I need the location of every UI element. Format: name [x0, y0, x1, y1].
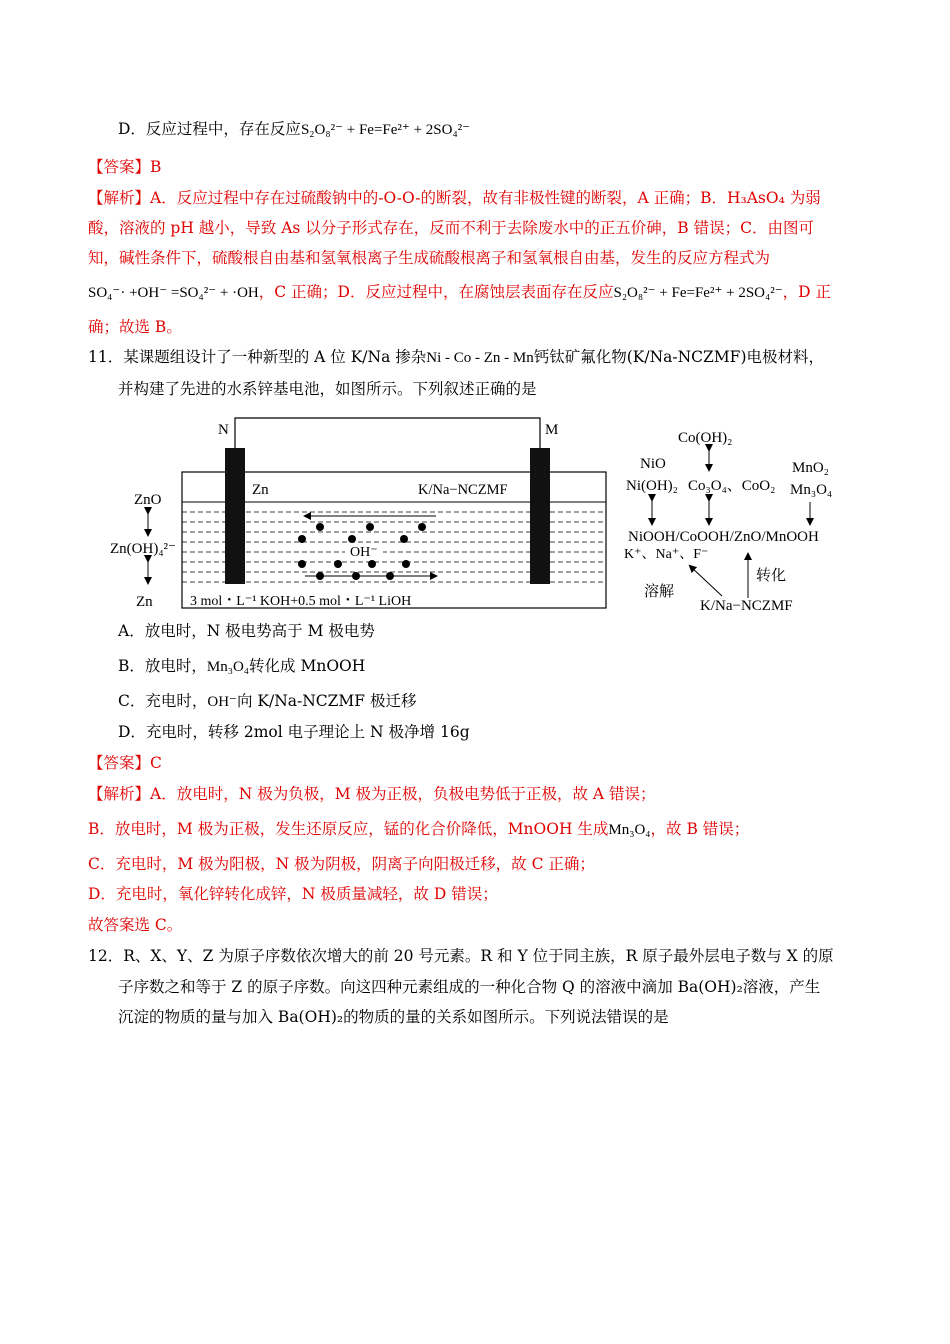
q11-analysis-a — [88, 783, 656, 805]
q11-battery-figure — [0, 410, 950, 620]
q11-stem-chem: Ni - Co - Zn - Mn — [426, 350, 534, 366]
q10-analysis-line-4 — [88, 281, 831, 304]
r-mn3o4: Mn₃O₄ — [790, 482, 833, 498]
q11-stem-text-1b: 钙钛矿氟化物(K/Na-NCZMF)电极材料， — [533, 348, 824, 366]
q11-analysis-d: D．充电时，氧化锌转化成锌，N 极质量减轻，故 D 错误； — [88, 885, 498, 903]
q11-option-b-text-1: B．放电时， — [118, 657, 207, 675]
q10-analysis-equation-2: S₂O₈²⁻ + Fe=Fe²⁺ + 2SO₄²⁻ — [613, 285, 783, 301]
q10-analysis-line-3: 知，碱性条件下，硫酸根自由基和氢氧根离子生成硫酸根离子和氢氧根自由基，发生的反应方程式为 — [88, 249, 771, 267]
ion-label: OH⁻ — [350, 545, 378, 560]
q10-analysis-line-1 — [88, 187, 821, 209]
q11-analysis-tag: 【解析】 — [88, 785, 151, 803]
q11-option-c — [118, 690, 416, 713]
q10-analysis-text-4a: ，C 正确；D．反应过程中，在腐蚀层表面存在反应 — [258, 283, 614, 301]
q10-answer: 【答案】B — [88, 158, 162, 176]
left-znoh4: Zn(OH)₄²⁻ — [110, 541, 176, 557]
q11-analysis-b-text-1: B．放电时，M 极为正极，发生还原反应，锰的化合价降低，MnOOH 生成 — [88, 820, 609, 838]
left-zn: Zn — [136, 594, 153, 610]
r-nioh2: Ni(OH)₂ — [626, 478, 678, 494]
q12-stem-line-2: 子序数之和等于 Z 的原子序数。向这四种元素组成的一种化合物 Q 的溶液中滴加 Ba(OH)₂溶液，产生 — [118, 978, 821, 996]
label-n: N — [218, 422, 229, 438]
q10-analysis-line-2: 酸，溶液的 pH 越小，导致 As 以分子形式存在，反而不利于去除废水中的正五价砷，B 错误；C．由图可 — [88, 219, 814, 237]
r-mno2: MnO₂ — [792, 460, 829, 476]
q11-option-c-text-1: C．充电时， — [118, 692, 208, 710]
q11-option-b-text-2: 转化成 MnOOH — [249, 657, 366, 675]
q11-analysis-b-text-2: ，故 B 错误； — [650, 820, 750, 838]
q11-option-c-text-2: 向 K/Na-NCZMF 极迁移 — [236, 692, 417, 710]
q11-stem-text-1a: 11．某课题组设计了一种新型的 A 位 K/Na 掺杂 — [88, 348, 427, 366]
q11-option-a: A．放电时，N 极电势高于 M 极电势 — [118, 622, 375, 640]
q11-analysis-c: C．充电时，M 极为阳极，N 极为阴极，阴离子向阳极迁移，故 C 正确； — [88, 855, 595, 873]
left-zno: ZnO — [134, 492, 162, 508]
q10-analysis-text-4b: ，D 正 — [782, 283, 832, 301]
r-cooh2: Co(OH)₂ — [678, 430, 733, 446]
q11-option-b-chem: Mn₃O₄ — [206, 659, 250, 675]
q11-stem-line-1 — [88, 346, 824, 369]
zn-electrode — [225, 448, 245, 584]
q11-stem-line-2: 并构建了先进的水系锌基电池，如图所示。下列叙述正确的是 — [118, 380, 537, 398]
r-source: K/Na−NCZMF — [700, 598, 793, 614]
q10-analysis-tag: 【解析】 — [88, 189, 151, 207]
r-products: NiOOH/CoOOH/ZnO/MnOOH — [628, 529, 819, 545]
q11-answer: 【答案】C — [88, 754, 162, 772]
cathode-label: K/Na−NCZMF — [418, 482, 508, 498]
r-dissolve: 溶解 — [644, 584, 675, 600]
q10-analysis-equation-1: SO₄⁻· +OH⁻ =SO₄²⁻ + ·OH — [88, 285, 259, 301]
r-convert: 转化 — [756, 568, 787, 584]
r-nio: NiO — [640, 456, 666, 472]
q12-stem-line-1: 12．R、X、Y、Z 为原子序数依次增大的前 20 号元素。R 和 Y 位于同主族，R 原子最外层电子数与 X 的原 — [88, 947, 834, 965]
q11-option-c-chem: OH⁻ — [207, 694, 237, 710]
q11-option-b — [118, 655, 365, 678]
r-ions: K⁺、Na⁺、F⁻ — [624, 547, 709, 562]
q12-stem-line-3: 沉淀的物质的量与加入 Ba(OH)₂的物质的量的关系如图所示。下列说法错误的是 — [118, 1008, 669, 1026]
q10-option-d-equation: S₂O₈²⁻ + Fe=Fe²⁺ + 2SO₄²⁻ — [300, 122, 471, 138]
r-co3o4: Co₃O₄、CoO₂ — [688, 478, 776, 494]
label-m: M — [545, 422, 559, 438]
q11-option-d: D．充电时，转移 2mol 电子理论上 N 极净增 16g — [118, 723, 470, 741]
zn-electrode-label: Zn — [252, 482, 269, 498]
q11-conclusion: 故答案选 C。 — [88, 916, 183, 934]
q10-analysis-line-5: 确；故选 B。 — [88, 318, 182, 336]
cathode-electrode — [530, 448, 550, 584]
q10-analysis-text-1: A．反应过程中存在过硫酸钠中的-O-O-的断裂，故有非极性键的断裂，A 正确；B．H₃AsO₄ 为弱 — [150, 189, 821, 207]
q10-option-d — [118, 118, 470, 141]
q10-option-d-text: D．反应过程中，存在反应 — [118, 120, 301, 138]
q11-analysis-b-chem: Mn₃O₄ — [608, 822, 651, 838]
q11-analysis-b — [88, 818, 749, 841]
q11-analysis-a-text: A．放电时，N 极为负极，M 极为正极，负极电势低于正极，故 A 错误； — [150, 785, 656, 803]
electrolyte-label: 3 mol・L⁻¹ KOH+0.5 mol・L⁻¹ LiOH — [190, 594, 412, 609]
